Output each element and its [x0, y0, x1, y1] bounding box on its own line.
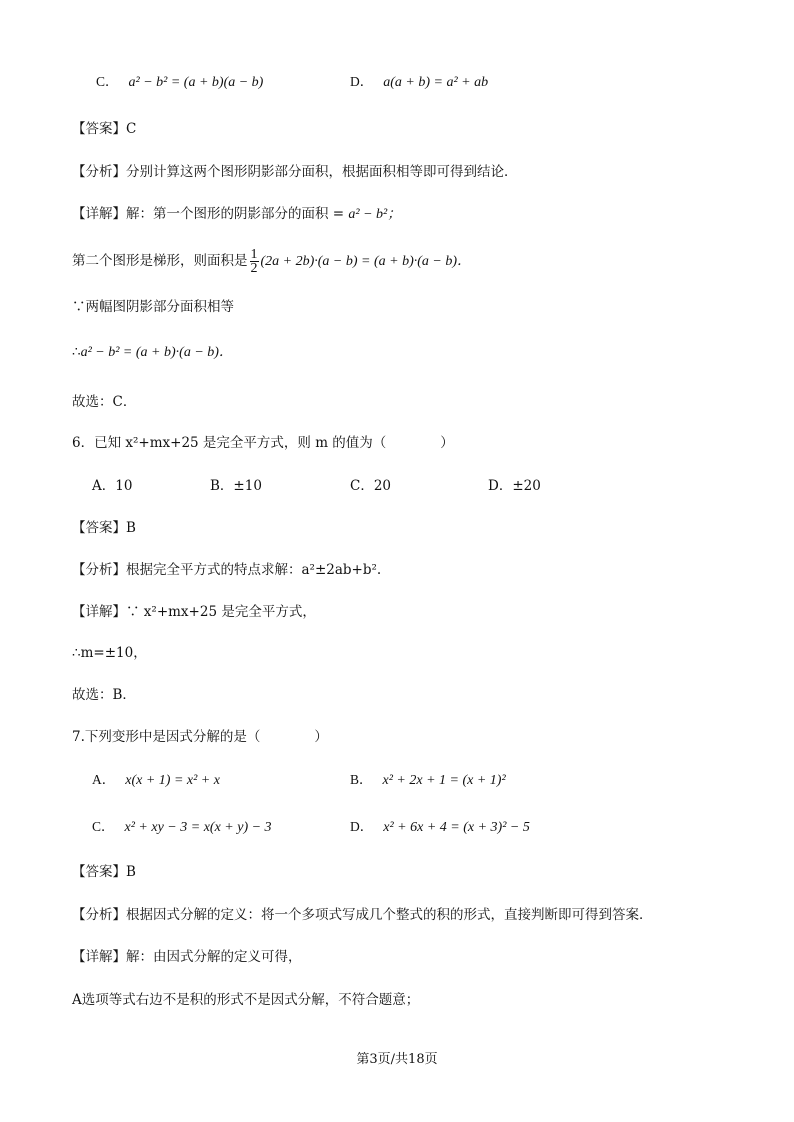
- q7-stem: 7.下列变形中是因式分解的是（ ）: [72, 729, 328, 745]
- q7-analysis: 【分析】根据因式分解的定义：将一个多项式写成几个整式的积的形式，直接判断即可得到答案．: [72, 907, 653, 923]
- q6-option-b: B．±10: [210, 478, 262, 494]
- analysis-line: 【分析】分别计算这两个图形阴影部分面积，根据面积相等即可得到结论．: [72, 164, 518, 180]
- q7-answer: 【答案】B: [72, 864, 136, 880]
- option-d: D． a(a + b) = a² + ab: [350, 74, 489, 90]
- q6-stem: 6．已知 x²+mx+25 是完全平方式，则 m 的值为（ ）: [72, 435, 454, 451]
- because-line: ∵两幅图阴影部分面积相等: [72, 299, 234, 315]
- choose-line: 故选：C．: [72, 394, 137, 410]
- q6-option-d: D．±20: [488, 478, 541, 494]
- therefore-line: ∴a² − b² = (a + b)·(a − b)．: [72, 344, 233, 360]
- fraction: $\frac{1}{2}$: [250, 247, 258, 276]
- q6-option-c: C．20: [350, 478, 392, 494]
- detail-line: 【详解】解：第一个图形的阴影部分的面积 = a² − b²；: [72, 206, 402, 222]
- q7-line-a: A选项等式右边不是积的形式不是因式分解，不符合题意；: [72, 992, 420, 1008]
- q7-option-b: B． x² + 2x + 1 = (x + 1)²: [350, 772, 506, 788]
- q6-option-a: A．10: [92, 478, 133, 494]
- q7-option-d: D． x² + 6x + 4 = (x + 3)² − 5: [350, 819, 530, 835]
- q6-analysis: 【分析】根据完全平方式的特点求解：a²±2ab+b².: [72, 562, 382, 578]
- q6-choose: 故选：B．: [72, 687, 136, 703]
- option-c: C． a² − b² = (a + b)(a − b): [96, 74, 264, 90]
- page-footer: 第3页/共18页: [356, 1052, 438, 1067]
- q7-option-a: A． x(x + 1) = x² + x: [92, 772, 220, 788]
- answer-line: 【答案】C: [72, 121, 137, 137]
- q7-option-c: C． x² + xy − 3 = x(x + y) − 3: [92, 819, 272, 835]
- q6-answer: 【答案】B: [72, 520, 136, 536]
- q6-therefore: ∴m=±10，: [72, 645, 147, 661]
- q6-detail: 【详解】∵ x²+mx+25 是完全平方式，: [72, 604, 316, 620]
- q7-detail: 【详解】解：由因式分解的定义可得，: [72, 949, 302, 965]
- detail-line-2: 第二个图形是梯形，则面积是 $\frac{1}{2}$ (2a + 2b)·(a − b) = (a + b)·(a − b)．: [72, 247, 472, 276]
